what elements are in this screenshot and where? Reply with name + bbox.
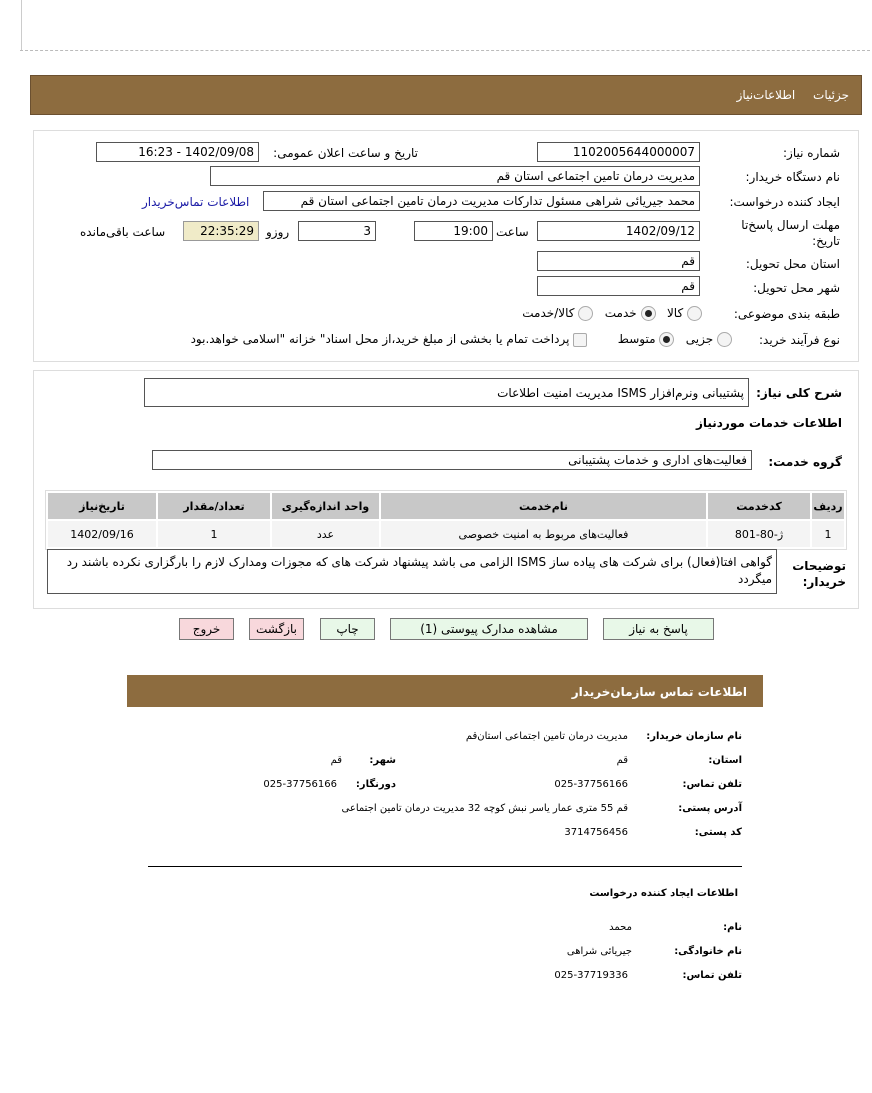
radio-goods-service[interactable] (578, 306, 593, 321)
category-radios (522, 306, 702, 321)
fax-value: 025-37756166 (263, 779, 337, 790)
radio-minor[interactable] (717, 332, 732, 347)
announce-label: تاریخ و ساعت اعلان عمومی: (273, 146, 418, 160)
back-button[interactable]: بازگشت (249, 618, 304, 640)
radio-service-label: خدمت (604, 306, 637, 320)
top-divider (20, 50, 870, 51)
org-label: نام سازمان خریدار: (646, 731, 742, 742)
radio-minor-label: جزیی (685, 332, 714, 346)
exit-button[interactable]: خروج (179, 618, 234, 640)
city-value: قم (330, 755, 342, 766)
family-value: جیریائی شراهی (566, 946, 632, 957)
city-label: شهر محل تحویل: (753, 281, 840, 295)
province-label: استان محل تحویل: (745, 257, 840, 271)
need-number-label: شماره نیاز: (783, 146, 840, 160)
cell-unit: عدد (272, 521, 379, 547)
attachments-button[interactable]: مشاهده مدارک پیوستی (1) (390, 618, 588, 640)
table-row (48, 521, 844, 547)
cell-date: 1402/09/16 (48, 521, 156, 547)
buyer-contact-link[interactable]: اطلاعات تماس‌خریدار (142, 195, 250, 209)
postal-label: کد پستی: (694, 827, 742, 838)
announce-field: 1402/09/08 - 16:23 (96, 142, 259, 162)
notes-label: توضیحات خریدار: (792, 559, 846, 589)
deadline-label: مهلت ارسال پاسخ‌تا تاریخ: (741, 218, 840, 248)
hour-label: ساعت (496, 225, 529, 239)
buyer-field: مدیریت درمان تامین اجتماعی استان قم (210, 166, 700, 186)
category-label: طبقه بندی موضوعی: (733, 307, 840, 321)
city-label: شهر: (369, 755, 396, 766)
creator-field: محمد جیریائی شراهی مسئول تدارکات مدیریت درمان تامین اجتماعی استان قم (263, 191, 700, 211)
days-field: 3 (298, 221, 376, 241)
deadline-time-field: 19:00 (414, 221, 493, 241)
city-field: قم (537, 276, 700, 296)
address-label: آدرس پستی: (678, 803, 742, 814)
cell-qty: 1 (158, 521, 270, 547)
contact-title: اطلاعات تماس سازمان‌خریدار (571, 685, 747, 699)
province-value: قم (616, 755, 628, 766)
radio-service[interactable] (641, 306, 656, 321)
buyer-label: نام دستگاه خریدار: (745, 170, 840, 184)
col-qty: تعداد/مقدار (158, 493, 270, 519)
col-date: تاریخ‌نیاز (48, 493, 156, 519)
page-header-bar (30, 75, 862, 115)
radio-goods-label: کالا (666, 306, 684, 320)
cell-code: ژ-80-801 (708, 521, 810, 547)
col-row: ردیف (812, 493, 844, 519)
creator-phone-value: 025-37719336 (554, 970, 628, 981)
address-value: قم 55 متری عمار یاسر نبش کوچه 32 مدیریت درمان تامین اجتماعی (341, 803, 628, 814)
phone-label: تلفن تماس: (682, 779, 742, 790)
treasury-note: پرداخت تمام یا بخشی از مبلغ خرید،از محل اسناد" خزانه "اسلامی خواهد.بود (190, 332, 570, 346)
creator-title: اطلاعات ایجاد کننده درخواست (589, 888, 738, 899)
name-label: نام: (723, 922, 742, 933)
process-radios (191, 332, 732, 347)
services-table (46, 491, 846, 549)
process-label: نوع فرآیند خرید: (759, 333, 840, 347)
radio-goods-service-label: کالا/خدمت (522, 306, 575, 320)
col-name: نام‌خدمت (381, 493, 706, 519)
contact-divider (148, 866, 742, 867)
group-label: گروه خدمت: (768, 455, 842, 469)
remaining-time: 22:35:29 (183, 221, 259, 241)
province-label: استان: (708, 755, 742, 766)
summary-label: شرح کلی نیاز: (756, 386, 842, 400)
treasury-checkbox[interactable] (573, 333, 587, 347)
days-label: روزو (266, 225, 290, 239)
cell-name: فعالیت‌های مربوط به امنیت خصوصی (381, 521, 706, 547)
remaining-label: ساعت باقی‌مانده (80, 225, 166, 239)
services-title: اطلاعات خدمات موردنیاز (695, 416, 842, 430)
org-value: مدیریت درمان تامین اجتماعی استان‌قم (465, 731, 628, 742)
radio-medium-label: متوسط (617, 332, 656, 346)
deadline-date-field: 1402/09/12 (537, 221, 700, 241)
province-field: قم (537, 251, 700, 271)
tab-details[interactable]: جزئیات (813, 88, 849, 102)
summary-field: پشتیبانی ونرم‌افزار ISMS مدیریت امنیت اطلاعات (144, 378, 749, 407)
tab-need-info[interactable]: اطلاعات‌نیاز (736, 88, 796, 102)
col-code: کدخدمت (708, 493, 810, 519)
services-table-wrap (45, 490, 847, 550)
table-header (48, 493, 844, 519)
cell-row: 1 (812, 521, 844, 547)
left-rule (21, 0, 22, 50)
group-field: فعالیت‌های اداری و خدمات پشتیبانی (152, 450, 752, 470)
print-button[interactable]: چاپ (320, 618, 375, 640)
creator-phone-label: تلفن تماس: (682, 970, 742, 981)
need-number-field: 1102005644000007 (537, 142, 700, 162)
col-unit: واحد اندازه‌گیری (272, 493, 379, 519)
fax-label: دورنگار: (355, 779, 396, 790)
radio-medium[interactable] (659, 332, 674, 347)
contact-header-bar (127, 675, 763, 707)
family-label: نام خانوادگی: (674, 946, 742, 957)
notes-field: گواهی افتا(فعال) برای شرکت های پیاده ساز ISMS الزامی می باشد پیشنهاد شرکت های که مجوزات ومدارک لازم را بارگزاری نکرده باشند رد میگردد (47, 549, 777, 594)
phone-value: 025-37756166 (554, 779, 628, 790)
reply-button[interactable]: پاسخ به نیاز (603, 618, 714, 640)
postal-value: 3714756456 (564, 827, 628, 838)
radio-goods[interactable] (687, 306, 702, 321)
name-value: محمد (609, 922, 632, 933)
creator-label: ایجاد کننده درخواست: (729, 195, 840, 209)
